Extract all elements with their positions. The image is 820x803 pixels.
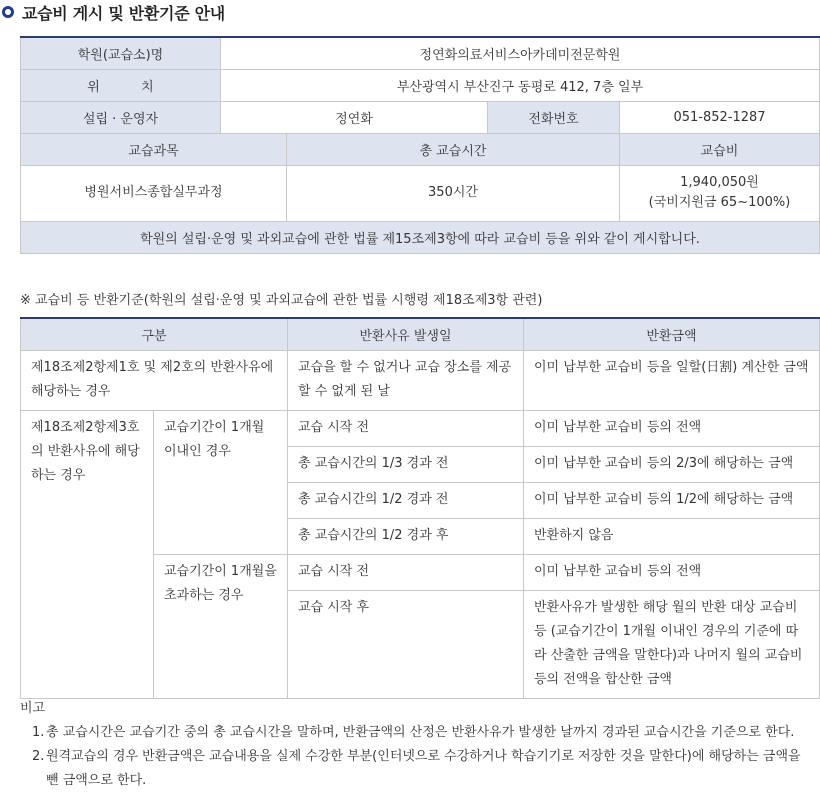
posting-notice: 학원의 설립·운영 및 과외교습에 관한 법률 제15조제3항에 따라 교습비 등을 위와 같이 게시합니다. <box>21 221 820 253</box>
location-label: 위 치 <box>21 69 221 101</box>
list-item <box>32 721 816 745</box>
amount-cell: 이미 납부한 교습비 등의 전액 <box>524 554 820 590</box>
amount-cell: 이미 납부한 교습비 등을 일할(日割) 계산한 금액 <box>524 350 820 410</box>
reason-date-cell: 총 교습시간의 1/2 경과 전 <box>288 482 524 518</box>
academy-name-value: 정연화의료서비스아카데미전문학원 <box>221 37 820 69</box>
location-value: 부산광역시 부산진구 동평로 412, 7층 일부 <box>221 69 820 101</box>
remarks-list <box>20 721 816 793</box>
table-row <box>21 350 820 410</box>
remarks-section <box>20 697 816 793</box>
page-header <box>0 0 225 24</box>
table-header-row <box>21 318 820 350</box>
academy-name-label: 학원(교습소)명 <box>21 37 221 69</box>
fee-value: 1,940,050원 <box>680 175 759 190</box>
refund-section-note: ※ 교습비 등 반환기준(학원의 설립·운영 및 과외교습에 관한 법률 시행령 제18조제3항 관련) <box>20 293 543 308</box>
circle-bullet-icon <box>2 6 14 18</box>
subcategory-cell: 교습기간이 1개월 이내인 경우 <box>154 410 288 554</box>
founder-label: 설립 · 운영자 <box>21 101 221 133</box>
column-header-amount: 반환금액 <box>524 318 820 350</box>
subcategory-cell: 교습기간이 1개월을 초과하는 경우 <box>154 554 288 698</box>
hours-header: 총 교습시간 <box>287 133 620 165</box>
reason-date-cell: 교습 시작 전 <box>288 554 524 590</box>
fee-note: (국비지원금 65~100%) <box>648 195 791 210</box>
table-row <box>21 101 820 133</box>
category-cell: 제18조제2항제3호의 반환사유에 해당하는 경우 <box>21 410 154 698</box>
table-row <box>21 37 820 69</box>
column-header-reason-date: 반환사유 발생일 <box>288 318 524 350</box>
list-item-text: 원격교습의 경우 반환금액은 교습내용을 실제 수강한 부분(인터넷으로 수강하거나 학습기기로 저장한 것을 말한다)에 해당하는 금액을 뺀 금액으로 한다. <box>46 749 801 788</box>
phone-label: 전화번호 <box>488 101 620 133</box>
table-row <box>21 69 820 101</box>
reason-date-cell: 총 교습시간의 1/2 경과 후 <box>288 518 524 554</box>
reason-date-cell: 교습 시작 전 <box>288 410 524 446</box>
category-cell: 제18조제2항제1호 및 제2호의 반환사유에 해당하는 경우 <box>21 350 288 410</box>
amount-cell: 반환하지 않음 <box>524 518 820 554</box>
amount-cell: 이미 납부한 교습비 등의 1/2에 해당하는 금액 <box>524 482 820 518</box>
refund-criteria-table <box>20 317 820 699</box>
reason-date-cell: 교습을 할 수 없거나 교습 장소를 제공할 수 없게 된 날 <box>288 350 524 410</box>
list-item <box>32 745 816 793</box>
course-value: 병원서비스종합실무과정 <box>21 165 287 221</box>
table-row <box>21 410 820 446</box>
amount-cell: 반환사유가 발생한 해당 월의 반환 대상 교습비 등 (교습기간이 1개월 이내인 경우의 기준에 따라 산출한 금액을 말한다)과 나머지 월의 교습비 등의 전액을 합산한 금액 <box>524 590 820 698</box>
column-header-category: 구분 <box>21 318 288 350</box>
academy-info-table <box>20 36 820 254</box>
reason-date-cell: 교습 시작 후 <box>288 590 524 698</box>
table-row <box>21 221 820 253</box>
founder-value: 정연화 <box>221 101 488 133</box>
list-item-number: 2. <box>32 749 45 764</box>
reason-date-cell: 총 교습시간의 1/3 경과 전 <box>288 446 524 482</box>
phone-value: 051-852-1287 <box>620 101 820 133</box>
page-title: 교습비 게시 및 반환기준 안내 <box>22 3 225 23</box>
amount-cell: 이미 납부한 교습비 등의 2/3에 해당하는 금액 <box>524 446 820 482</box>
fee-value-cell <box>620 165 820 221</box>
remarks-title: 비고 <box>20 701 46 716</box>
table-row <box>21 133 820 165</box>
hours-value: 350시간 <box>287 165 620 221</box>
amount-cell: 이미 납부한 교습비 등의 전액 <box>524 410 820 446</box>
list-item-number: 1. <box>32 725 45 740</box>
course-header: 교습과목 <box>21 133 287 165</box>
fee-header: 교습비 <box>620 133 820 165</box>
table-row <box>21 165 820 221</box>
list-item-text: 총 교습시간은 교습기간 중의 총 교습시간을 말하며, 반환금액의 산정은 반환사유가 발생한 날까지 경과된 교습시간을 기준으로 한다. <box>46 725 795 740</box>
